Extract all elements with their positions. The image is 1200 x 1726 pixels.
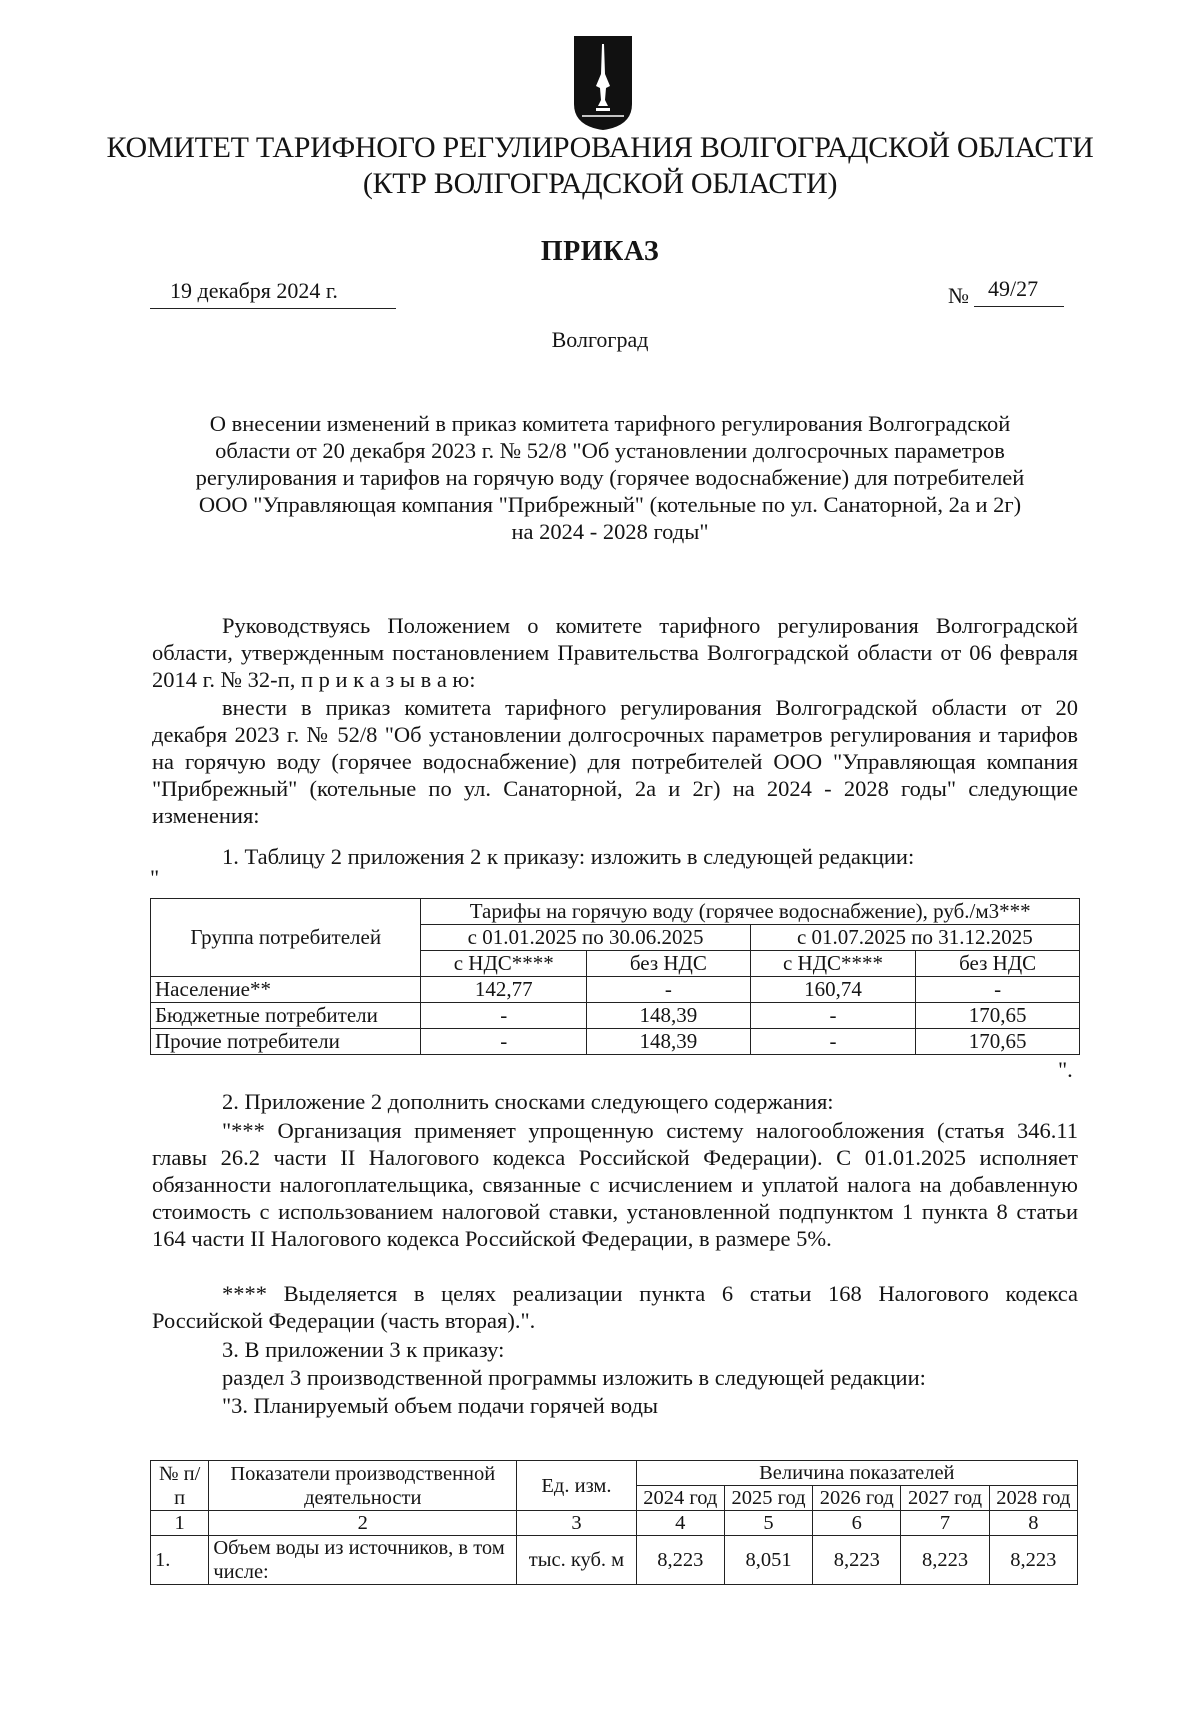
column-number: 6	[813, 1511, 901, 1536]
year-header: 2024 год	[636, 1486, 724, 1511]
table-row	[151, 1003, 1080, 1029]
column-number: 3	[517, 1511, 636, 1536]
subject-line: О внесении изменений в приказ комитета тарифного регулирования Волгоградской	[209, 411, 1011, 436]
document-type: ПРИКАЗ	[540, 236, 660, 267]
item-3-heading: "3. Планируемый объем подачи горячей воды	[222, 1393, 659, 1418]
unit-header: Ед. изм.	[517, 1461, 636, 1511]
year-header: 2027 год	[901, 1486, 989, 1511]
indicator-header: Показатели производственной деятельности	[209, 1461, 517, 1511]
subject-line: ООО "Управляющая компания "Прибрежный" (котельные по ул. Санаторной, 2а и 2г)	[198, 492, 1022, 517]
tariff-value: -	[916, 977, 1080, 1003]
tariff-value: -	[750, 1029, 916, 1055]
year-header: 2026 год	[813, 1486, 901, 1511]
item-2: 2. Приложение 2 дополнить сносками следующего содержания:	[222, 1089, 834, 1114]
row-number: 1.	[151, 1536, 209, 1585]
organization-short-name: (КТР ВОЛГОГРАДСКОЙ ОБЛАСТИ)	[362, 167, 838, 200]
tariff-value: 170,65	[916, 1003, 1080, 1029]
subject-line: области от 20 декабря 2023 г. № 52/8 "Об установлении долгосрочных параметров	[215, 438, 1005, 463]
num-header: № п/п	[151, 1461, 209, 1511]
column-number: 5	[724, 1511, 812, 1536]
tariff-value: 160,74	[750, 977, 916, 1003]
amendment-paragraph: внести в приказ комитета тарифного регулирования Волгоградской области от 20 декабря 2023 г. № 52/8 "Об установлении долгосрочных параметров регулирования и тарифов на горячую воду (горячее водоснабжение) для потребителей ООО "Управляющая компания "Прибрежный" (котельные по ул. Санаторной, 2а и 2г) на 2024 - 2028 годы" следующие изменения:	[152, 695, 1078, 828]
volume-table	[150, 1460, 1078, 1585]
column-number: 2	[209, 1511, 517, 1536]
with-vat-header: с НДС****	[750, 951, 916, 977]
consumer-group: Прочие потребители	[151, 1029, 421, 1055]
item-3: 3. В приложении 3 к приказу:	[222, 1337, 505, 1362]
tariff-value: -	[587, 977, 751, 1003]
consumer-group: Население**	[151, 977, 421, 1003]
number-label: №	[948, 283, 969, 308]
with-vat-header: с НДС****	[421, 951, 587, 977]
order-subject	[150, 410, 1070, 545]
without-vat-header: без НДС	[587, 951, 751, 977]
period-1-header: с 01.01.2025 по 30.06.2025	[421, 925, 750, 951]
close-quote: ".	[1058, 1057, 1073, 1082]
indicator-value: 8,223	[636, 1536, 724, 1585]
footnote-3: "*** Организация применяет упрощенную систему налогообложения (статья 346.11 главы 26.2 части II Налогового кодекса Российской Федерации). С 01.01.2025 исполняет обязанности налогоплательщика, связанные с исчислением и уплатой налога на добавленную стоимость с использованием налоговой ставки, установленной подпунктом 1 пункта 8 статьи 164 части II Налогового кодекса Российской Федерации, в размере 5%.	[152, 1118, 1078, 1251]
group-header: Группа потребителей	[151, 899, 421, 977]
city: Волгоград	[551, 327, 649, 352]
year-header: 2025 год	[724, 1486, 812, 1511]
values-header: Величина показателей	[636, 1461, 1077, 1486]
order-date: 19 декабря 2024 г.	[150, 278, 396, 309]
tariff-value: 148,39	[587, 1003, 751, 1029]
preamble-paragraph: Руководствуясь Положением о комитете тарифного регулирования Волгоградской области, утвержденным постановлением Правительства Волгоградской области от 06 февраля 2014 г. № 32-п, п р и к а з ы в а ю:	[152, 613, 1078, 692]
order-number: 49/27	[974, 276, 1064, 307]
indicator-name: Объем воды из источников, в том числе:	[209, 1536, 517, 1585]
tariff-table	[150, 898, 1080, 1055]
column-number: 1	[151, 1511, 209, 1536]
tariff-value: -	[421, 1029, 587, 1055]
table-row	[151, 1029, 1080, 1055]
tariff-value: 170,65	[916, 1029, 1080, 1055]
organization-name: КОМИТЕТ ТАРИФНОГО РЕГУЛИРОВАНИЯ ВОЛГОГРАДСКОЙ ОБЛАСТИ	[106, 131, 1094, 164]
tariff-value: -	[421, 1003, 587, 1029]
column-number: 8	[989, 1511, 1077, 1536]
column-number: 7	[901, 1511, 989, 1536]
indicator-value: 8,223	[901, 1536, 989, 1585]
subject-line: регулирования и тарифов на горячую воду (горячее водоснабжение) для потребителей	[195, 465, 1025, 490]
indicator-value: 8,051	[724, 1536, 812, 1585]
open-quote: "	[150, 865, 160, 890]
without-vat-header: без НДС	[916, 951, 1080, 977]
tariff-value: -	[750, 1003, 916, 1029]
item-1: 1. Таблицу 2 приложения 2 к приказу: изложить в следующей редакции:	[222, 844, 915, 869]
unit: тыс. куб. м	[517, 1536, 636, 1585]
table-row	[151, 977, 1080, 1003]
tariff-value: 148,39	[587, 1029, 751, 1055]
subject-line: на 2024 - 2028 годы"	[511, 519, 709, 544]
table-row	[151, 1511, 1078, 1536]
year-header: 2028 год	[989, 1486, 1077, 1511]
period-2-header: с 01.07.2025 по 31.12.2025	[750, 925, 1079, 951]
indicator-value: 8,223	[813, 1536, 901, 1585]
footnote-4: **** Выделяется в целях реализации пункта 6 статьи 168 Налогового кодекса Российской Федерации (часть вторая).".	[152, 1281, 1078, 1333]
column-number: 4	[636, 1511, 724, 1536]
consumer-group: Бюджетные потребители	[151, 1003, 421, 1029]
table-row	[151, 1536, 1078, 1585]
indicator-value: 8,223	[989, 1536, 1077, 1585]
item-3-section: раздел 3 производственной программы изложить в следующей редакции:	[222, 1365, 926, 1390]
city-emblem-icon	[572, 34, 634, 132]
tariff-main-header: Тарифы на горячую воду (горячее водоснабжение), руб./м3***	[421, 899, 1080, 925]
tariff-value: 142,77	[421, 977, 587, 1003]
